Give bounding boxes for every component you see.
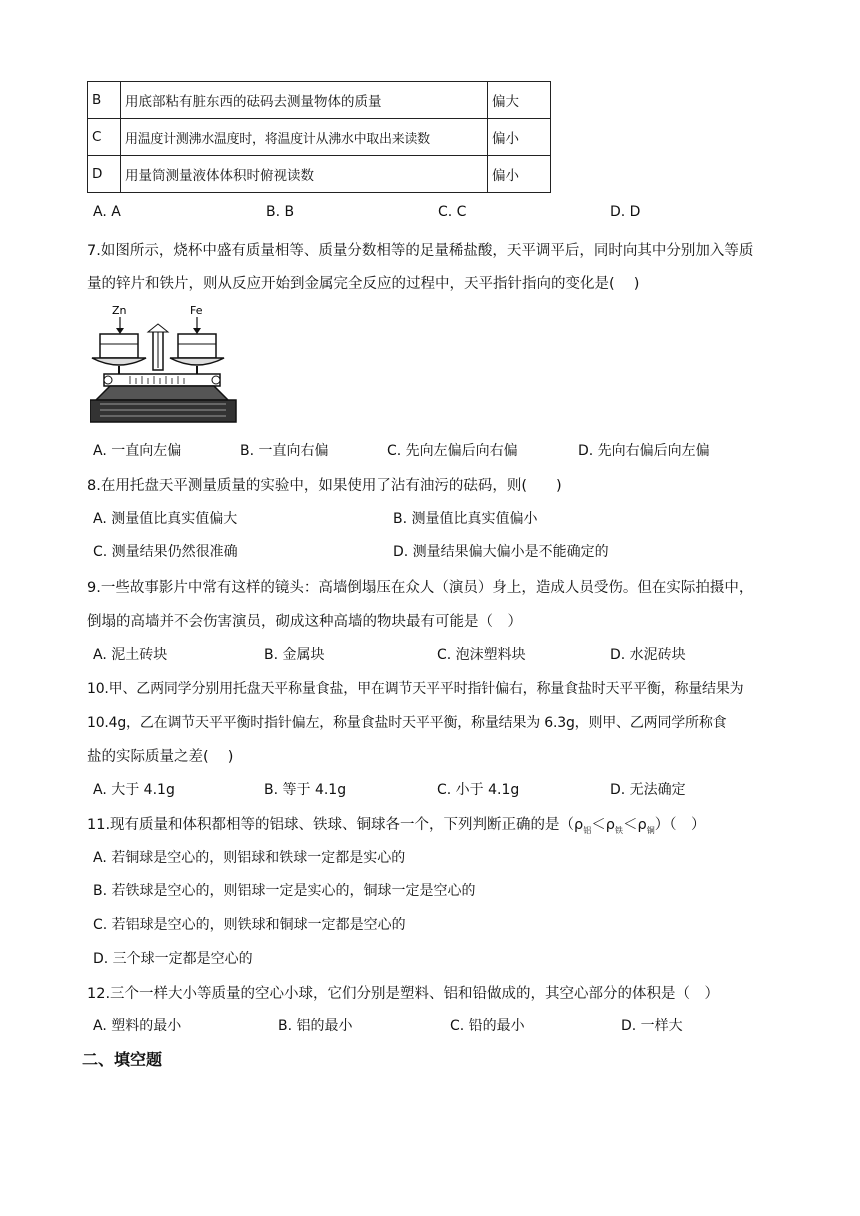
row-description: 用量筒测量液体体积时俯视读数 <box>121 156 488 193</box>
section-heading: 二、填空题 <box>82 1050 163 1069</box>
q7-option-c[interactable]: C. 先向左偏后向右偏 <box>387 443 518 459</box>
table-row <box>88 119 551 156</box>
q7-text-line2: 量的锌片和铁片，则从反应开始到金属完全反应的过程中，天平指针指向的变化是( ) <box>87 276 640 292</box>
density-sub-cu: 铜 <box>646 825 655 835</box>
row-label: B <box>88 82 121 119</box>
q11-option-d[interactable]: D. 三个球一定都是空心的 <box>93 951 253 967</box>
row-description: 用温度计测沸水温度时，将温度计从沸水中取出来读数 <box>121 119 488 156</box>
fe-label: Fe <box>190 304 203 317</box>
row-result: 偏小 <box>488 119 551 156</box>
q10-text-line3: 盐的实际质量之差( ) <box>87 749 234 765</box>
q7-text-line1: 7.如图所示，烧杯中盛有质量相等、质量分数相等的足量稀盐酸，天平调平后，同时向其中分别加入等质 <box>87 243 754 259</box>
q11-option-a[interactable]: A. 若铜球是空心的，则铝球和铁球一定都是实心的 <box>93 850 406 866</box>
q8-option-d[interactable]: D. 测量结果偏大偏小是不能确定的 <box>393 544 609 560</box>
q9-text-line1: 9.一些故事影片中常有这样的镜头：高墙倒塌压在众人（演员）身上，造成人员受伤。但在实际拍摄中， <box>87 580 754 596</box>
lt-sign: ＜ρ <box>591 817 615 833</box>
q9-text-line2: 倒塌的高墙并不会伤害演员，砌成这种高墙的物块最有可能是（ ） <box>87 614 522 630</box>
q9-option-b[interactable]: B. 金属块 <box>264 647 325 663</box>
q6-option-c[interactable]: C. C <box>438 204 467 220</box>
q9-option-c[interactable]: C. 泡沫塑料块 <box>437 647 526 663</box>
q8-option-b[interactable]: B. 测量值比真实值偏小 <box>393 511 538 527</box>
error-analysis-table <box>87 81 551 193</box>
q12-option-c[interactable]: C. 铅的最小 <box>450 1018 525 1034</box>
q8-option-a[interactable]: A. 测量值比真实值偏大 <box>93 511 238 527</box>
density-sub-al: 铝 <box>583 825 592 835</box>
row-label: C <box>88 119 121 156</box>
q8-text: 8.在用托盘天平测量质量的实验中，如果使用了沾有油污的砝码，则( ) <box>87 478 562 494</box>
q6-option-b[interactable]: B. B <box>266 204 295 220</box>
q7-option-d[interactable]: D. 先向右偏后向左偏 <box>578 443 710 459</box>
q10-option-a[interactable]: A. 大于 4.1g <box>93 782 175 798</box>
q12-text: 12.三个一样大小等质量的空心小球，它们分别是塑料、铝和铅做成的，其空心部分的体积是（ ） <box>87 986 720 1002</box>
zn-label: Zn <box>112 304 127 317</box>
row-result: 偏大 <box>488 82 551 119</box>
q6-option-d[interactable]: D. D <box>610 204 641 220</box>
table-row <box>88 156 551 193</box>
q7-option-b[interactable]: B. 一直向右偏 <box>240 443 329 459</box>
q11-option-b[interactable]: B. 若铁球是空心的，则铝球一定是实心的，铜球一定是空心的 <box>93 883 476 899</box>
q6-option-a[interactable]: A. A <box>93 204 121 220</box>
q9-option-d[interactable]: D. 水泥砖块 <box>610 647 686 663</box>
q12-option-d[interactable]: D. 一样大 <box>621 1018 683 1034</box>
q11-option-c[interactable]: C. 若铝球是空心的，则铁球和铜球一定都是空心的 <box>93 917 406 933</box>
q11-text-suffix: ）（ ） <box>654 817 706 833</box>
q11-text <box>87 813 705 836</box>
q12-option-a[interactable]: A. 塑料的最小 <box>93 1018 182 1034</box>
row-result: 偏小 <box>488 156 551 193</box>
q7-option-a[interactable]: A. 一直向左偏 <box>93 443 182 459</box>
lt-sign: ＜ρ <box>622 817 647 833</box>
q10-option-c[interactable]: C. 小于 4.1g <box>437 782 520 798</box>
q10-option-d[interactable]: D. 无法确定 <box>610 782 686 798</box>
row-label: D <box>88 156 121 193</box>
balance-scale-figure <box>90 300 240 426</box>
row-description: 用底部粘有脏东西的砝码去测量物体的质量 <box>121 82 488 119</box>
q12-option-b[interactable]: B. 铝的最小 <box>278 1018 353 1034</box>
q10-option-b[interactable]: B. 等于 4.1g <box>264 782 347 798</box>
q10-text-line1: 10.甲、乙两同学分别用托盘天平称量食盐，甲在调节天平平时指针偏右，称量食盐时天平平衡，称量结果为 <box>87 681 744 697</box>
q10-text-line2: 10.4g，乙在调节天平平衡时指针偏左，称量食盐时天平平衡，称量结果为 6.3g，则甲、乙两同学所称食 <box>87 715 727 731</box>
q11-text-prefix: 11.现有质量和体积都相等的铝球、铁球、铜球各一个，下列判断正确的是（ρ <box>87 817 584 833</box>
q8-option-c[interactable]: C. 测量结果仍然很准确 <box>93 544 238 560</box>
density-sub-fe: 铁 <box>614 825 623 835</box>
table-row <box>88 82 551 119</box>
q9-option-a[interactable]: A. 泥土砖块 <box>93 647 168 663</box>
